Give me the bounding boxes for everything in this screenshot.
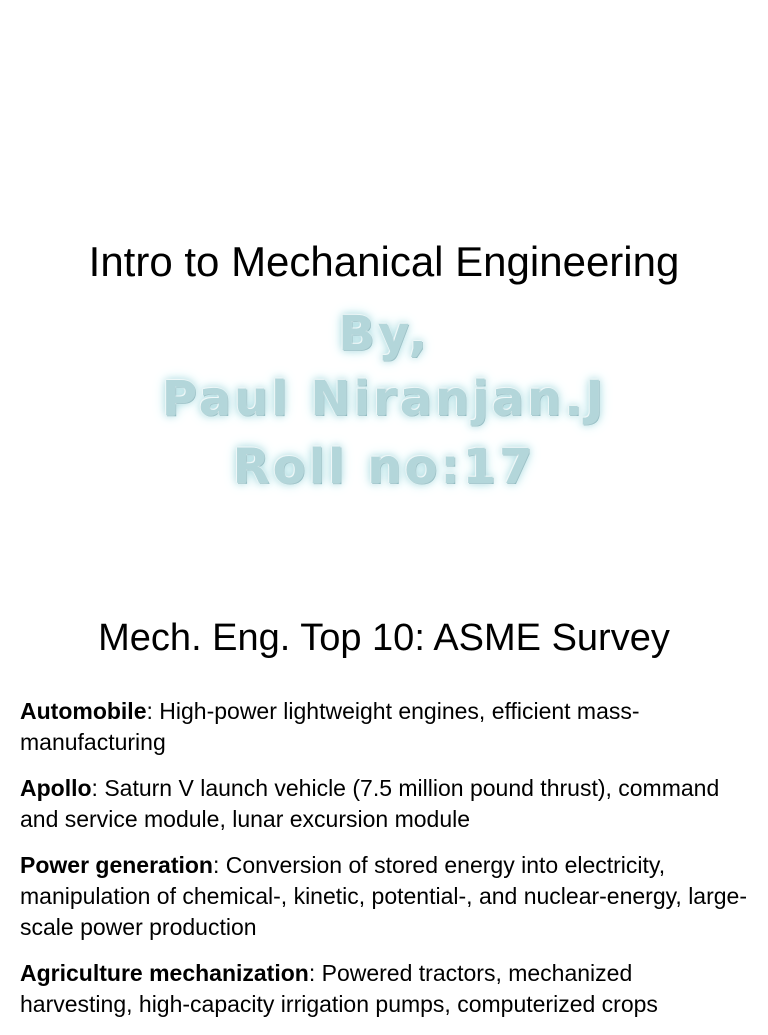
item-term: Agriculture mechanization	[20, 960, 309, 986]
slide-title: Mech. Eng. Top 10: ASME Survey	[98, 617, 670, 659]
list-item	[20, 773, 750, 835]
slide-title: Intro to Mechanical Engineering	[88, 238, 680, 285]
item-term: Automobile	[20, 698, 147, 724]
roll-number: Roll no:17	[232, 439, 536, 495]
item-term: Apollo	[20, 775, 92, 801]
list-item	[20, 696, 750, 758]
item-term: Power generation	[20, 852, 213, 878]
item-description: : Powered tractors, mechanized harvesting, high-capacity irrigation pumps, computerized crops	[20, 960, 658, 1017]
list-item	[20, 850, 750, 943]
item-description: : Conversion of stored energy into electricity, manipulation of chemical-, kinetic, potential-, and nuclear-energy, large-scale power production	[20, 852, 748, 940]
item-description: : High-power lightweight engines, efficient mass-manufacturing	[20, 698, 640, 755]
author-prefix: By,	[338, 306, 430, 362]
author-name: Paul Niranjan.J	[161, 371, 607, 427]
list-item	[20, 958, 750, 1020]
achievement-list	[20, 696, 750, 1035]
item-description: : Saturn V launch vehicle (7.5 million pound thrust), command and service module, lunar excursion module	[20, 775, 720, 832]
